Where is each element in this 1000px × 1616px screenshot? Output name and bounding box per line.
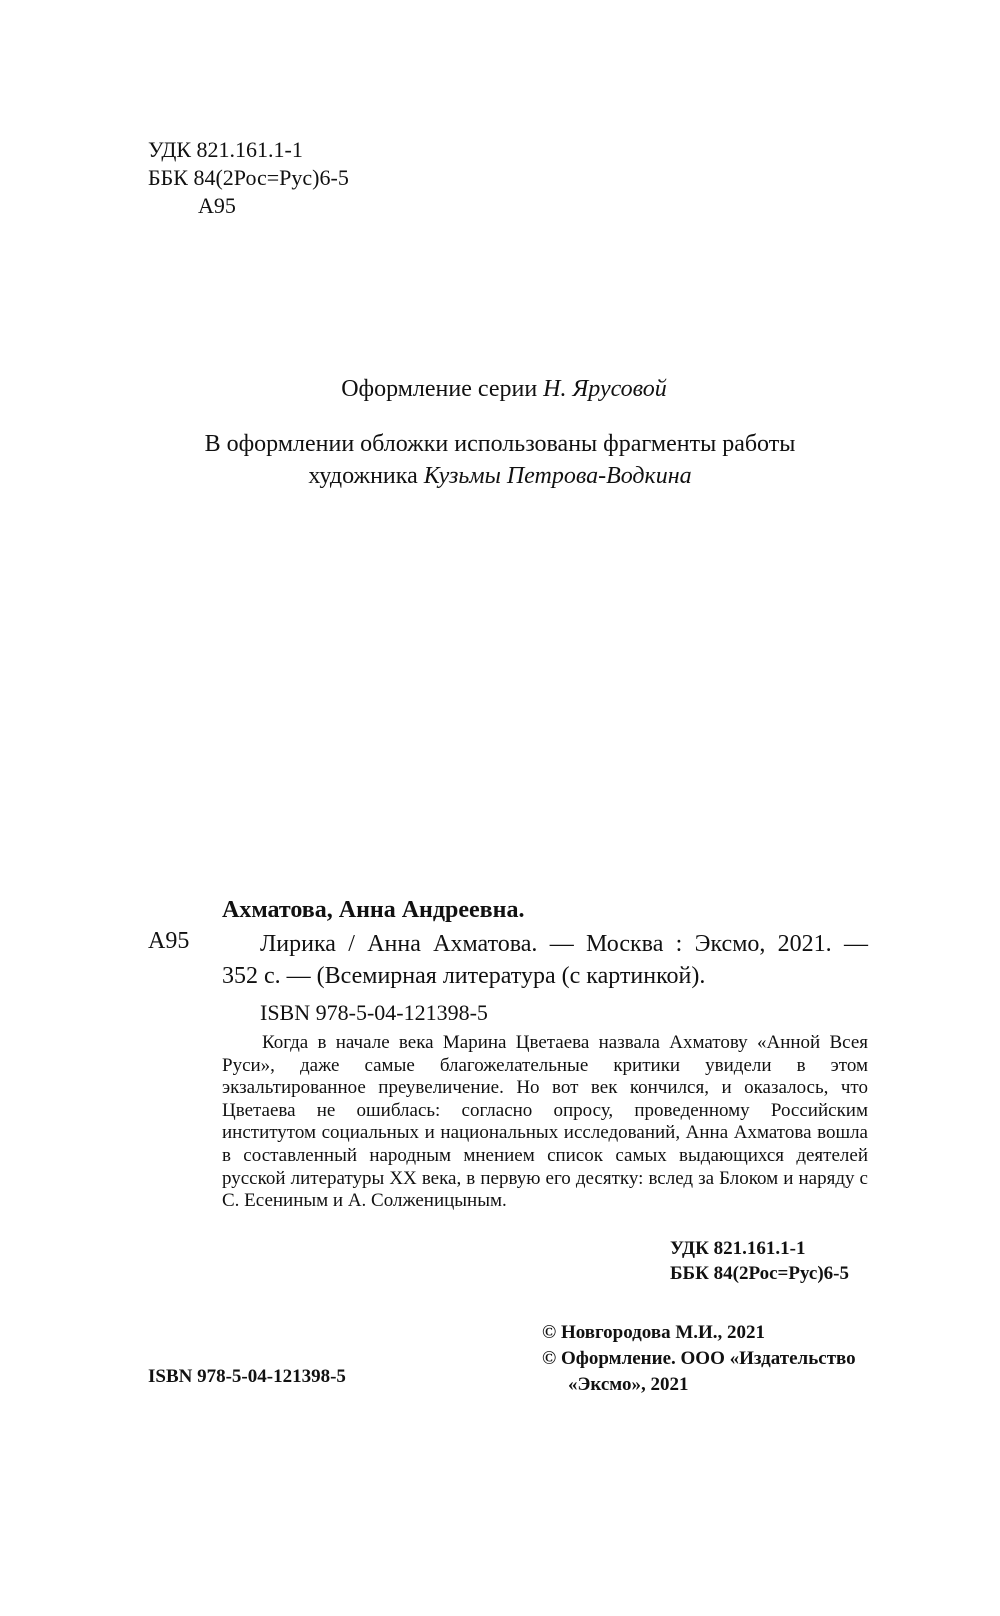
series-design-credit	[0, 376, 1000, 403]
cover-credit-line1: В оформлении обложки использованы фрагменты работы	[204, 431, 796, 457]
cover-design-credit	[0, 428, 1000, 492]
catalog-bbk: ББК 84(2Рос=Рус)6-5	[670, 1263, 849, 1284]
copyright-block	[542, 1320, 856, 1398]
catalog-udk: УДК 821.161.1-1	[670, 1238, 806, 1259]
cover-credit-line2	[0, 460, 1000, 492]
bibliographic-description	[222, 928, 868, 992]
bbk-code: ББК 84(2Рос=Рус)6-5	[148, 165, 349, 190]
author-sign: А95	[198, 193, 236, 218]
catalog-author-sign: А95	[148, 928, 190, 954]
description-line2: 352 с. — (Всемирная литература (с картинкой).	[222, 963, 706, 989]
series-designer-name: Н. Ярусовой	[543, 376, 667, 402]
catalog-isbn: ISBN 978-5-04-121398-5	[260, 1000, 488, 1025]
catalog-author-heading: Ахматова, Анна Андреевна.	[222, 897, 525, 923]
annotation-text: Когда в начале века Марина Цветаева назвала Ахматову «Анной Всея Руси», даже самые благожелательные критики увидели в этом экзальтированное преувеличение. Но вот век кончился, и оказалось, что Цветаева не ошиблась: согласно опросу, проведенному Российским институтом социальных и национальных исследований, Анна Ахматова вошла в составленный народным мнением список самых выдающихся деятелей русской литературы XX века, в первую его десятку: вслед за Блоком и наряду с С. Есениным и А. Солженицыным.	[222, 1032, 868, 1212]
catalog-classification-codes	[670, 1236, 849, 1286]
description-line1: Лирика / Анна Ахматова. — Москва : Эксмо, 2021. —	[260, 931, 868, 957]
udk-code: УДК 821.161.1-1	[148, 137, 303, 162]
copyright-line2: © Оформление. ООО «Издательство	[542, 1348, 856, 1369]
top-classification-codes	[148, 136, 349, 220]
cover-credit-prefix: художника	[308, 463, 424, 489]
cover-artist-name: Кузьмы Петрова-Водкина	[423, 463, 692, 489]
main-isbn: ISBN 978-5-04-121398-5	[148, 1366, 346, 1387]
series-design-prefix: Оформление серии	[341, 376, 544, 402]
copyright-line3: «Эксмо», 2021	[568, 1374, 689, 1395]
copyright-line1: © Новгородова М.И., 2021	[542, 1322, 766, 1343]
